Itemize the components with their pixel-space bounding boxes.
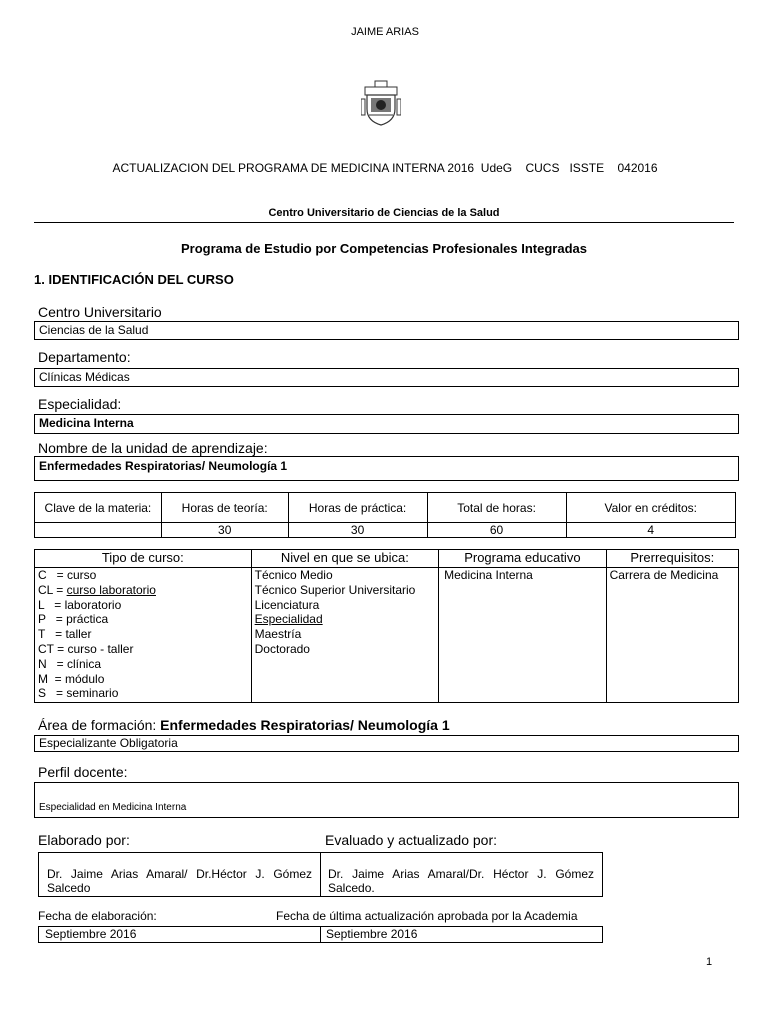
perfil-field: [34, 782, 739, 818]
list-item: Licenciatura: [254, 597, 320, 612]
nivel-list: [251, 568, 439, 703]
value-total-horas: 60: [427, 523, 566, 538]
programa-heading: Programa de Estudio por Competencias Profesionales Integradas: [181, 241, 587, 256]
hours-table: [34, 492, 736, 538]
header-divider: [34, 222, 734, 223]
elaborado-value: Dr. Jaime Arias Amaral/ Dr.Héctor J. Gómez Salcedo: [47, 867, 312, 895]
fecha-elaboracion-value: Septiembre 2016: [45, 927, 137, 941]
header-creditos: Valor en créditos:: [566, 493, 735, 523]
program-title: ACTUALIZACION DEL PROGRAMA DE MEDICINA INTERNA 2016 UdeG CUCS ISSTE 042016: [112, 161, 658, 175]
list-item: CT = curso - taller: [38, 641, 134, 656]
especialidad-field: [34, 414, 739, 434]
fecha-elaboracion-field: [38, 926, 321, 943]
list-item: C = curso: [38, 568, 97, 582]
centro-label: Centro Universitario: [38, 304, 162, 320]
value-creditos: 4: [566, 523, 735, 538]
evaluado-value: Dr. Jaime Arias Amaral/Dr. Héctor J. Gómez Salcedo.: [328, 867, 594, 895]
list-item: Maestría: [254, 627, 302, 642]
author-header: JAIME ARIAS: [351, 26, 419, 38]
programa-value: Medicina Interna: [439, 568, 606, 703]
list-item: M = módulo: [38, 671, 105, 686]
area-label: [38, 717, 450, 733]
unidad-value: Enfermedades Respiratorias/ Neumología 1: [39, 459, 288, 473]
tipo-curso-list: [35, 568, 252, 703]
area-box-value: Especializante Obligatoria: [39, 736, 178, 750]
departamento-field: [34, 368, 739, 387]
value-horas-practica: 30: [288, 523, 427, 538]
unidad-field: [34, 456, 739, 481]
centro-universitario-heading: Centro Universitario de Ciencias de la Salud: [268, 207, 500, 219]
centro-value: Ciencias de la Salud: [39, 323, 149, 337]
prerrequisitos-value: Carrera de Medicina: [606, 568, 738, 703]
course-table: [34, 549, 739, 703]
list-item: L = laboratorio: [38, 597, 122, 612]
header-clave: Clave de la materia:: [35, 493, 162, 523]
fecha-elaboracion-label: Fecha de elaboración:: [38, 909, 157, 923]
header-programa: Programa educativo: [439, 550, 606, 568]
elaborado-label: Elaborado por:: [38, 832, 130, 848]
page-number: 1: [706, 956, 713, 968]
elaborado-field: [38, 852, 321, 897]
header-total-horas: Total de horas:: [427, 493, 566, 523]
header-nivel: Nivel en que se ubica:: [251, 550, 439, 568]
departamento-label: Departamento:: [38, 349, 131, 365]
area-value: Enfermedades Respiratorias/ Neumología 1: [160, 717, 450, 733]
header-tipo-curso: Tipo de curso:: [35, 550, 252, 568]
list-item: N = clínica: [38, 656, 102, 671]
list-item-especialidad-selected: Especialidad: [254, 612, 323, 627]
perfil-label: Perfil docente:: [38, 764, 128, 780]
list-item: Doctorado: [254, 641, 310, 656]
fecha-actualizacion-field: [320, 926, 603, 943]
list-item: T = taller: [38, 627, 92, 642]
list-item: P = práctica: [38, 612, 109, 627]
value-clave: [35, 523, 162, 538]
fecha-actualizacion-label: Fecha de última actualización aprobada por la Academia: [276, 909, 578, 923]
section-heading: 1. IDENTIFICACIÓN DEL CURSO: [34, 272, 234, 287]
list-item: CL = curso laboratorio: [38, 582, 156, 597]
list-item: Técnico Superior Universitario: [254, 582, 416, 597]
centro-field: [34, 321, 739, 340]
fecha-actualizacion-value: Septiembre 2016: [326, 927, 418, 941]
header-horas-practica: Horas de práctica:: [288, 493, 427, 523]
area-label-text: Área de formación:: [38, 717, 161, 733]
especialidad-label: Especialidad:: [38, 396, 122, 412]
evaluado-field: [320, 852, 603, 897]
departamento-value: Clínicas Médicas: [39, 370, 130, 384]
curso-laboratorio-selected: curso laboratorio: [66, 582, 156, 597]
especialidad-value: Medicina Interna: [39, 416, 134, 430]
value-horas-teoria: 30: [161, 523, 288, 538]
list-item: S = seminario: [38, 686, 119, 701]
perfil-value: Especialidad en Medicina Interna: [39, 802, 187, 813]
list-item: Técnico Medio: [254, 568, 333, 582]
area-field: [34, 735, 739, 752]
evaluado-label: Evaluado y actualizado por:: [325, 832, 497, 848]
header-horas-teoria: Horas de teoría:: [161, 493, 288, 523]
header-prerrequisitos: Prerrequisitos:: [606, 550, 738, 568]
unidad-label: Nombre de la unidad de aprendizaje:: [38, 440, 268, 456]
university-seal-icon: [361, 79, 401, 127]
